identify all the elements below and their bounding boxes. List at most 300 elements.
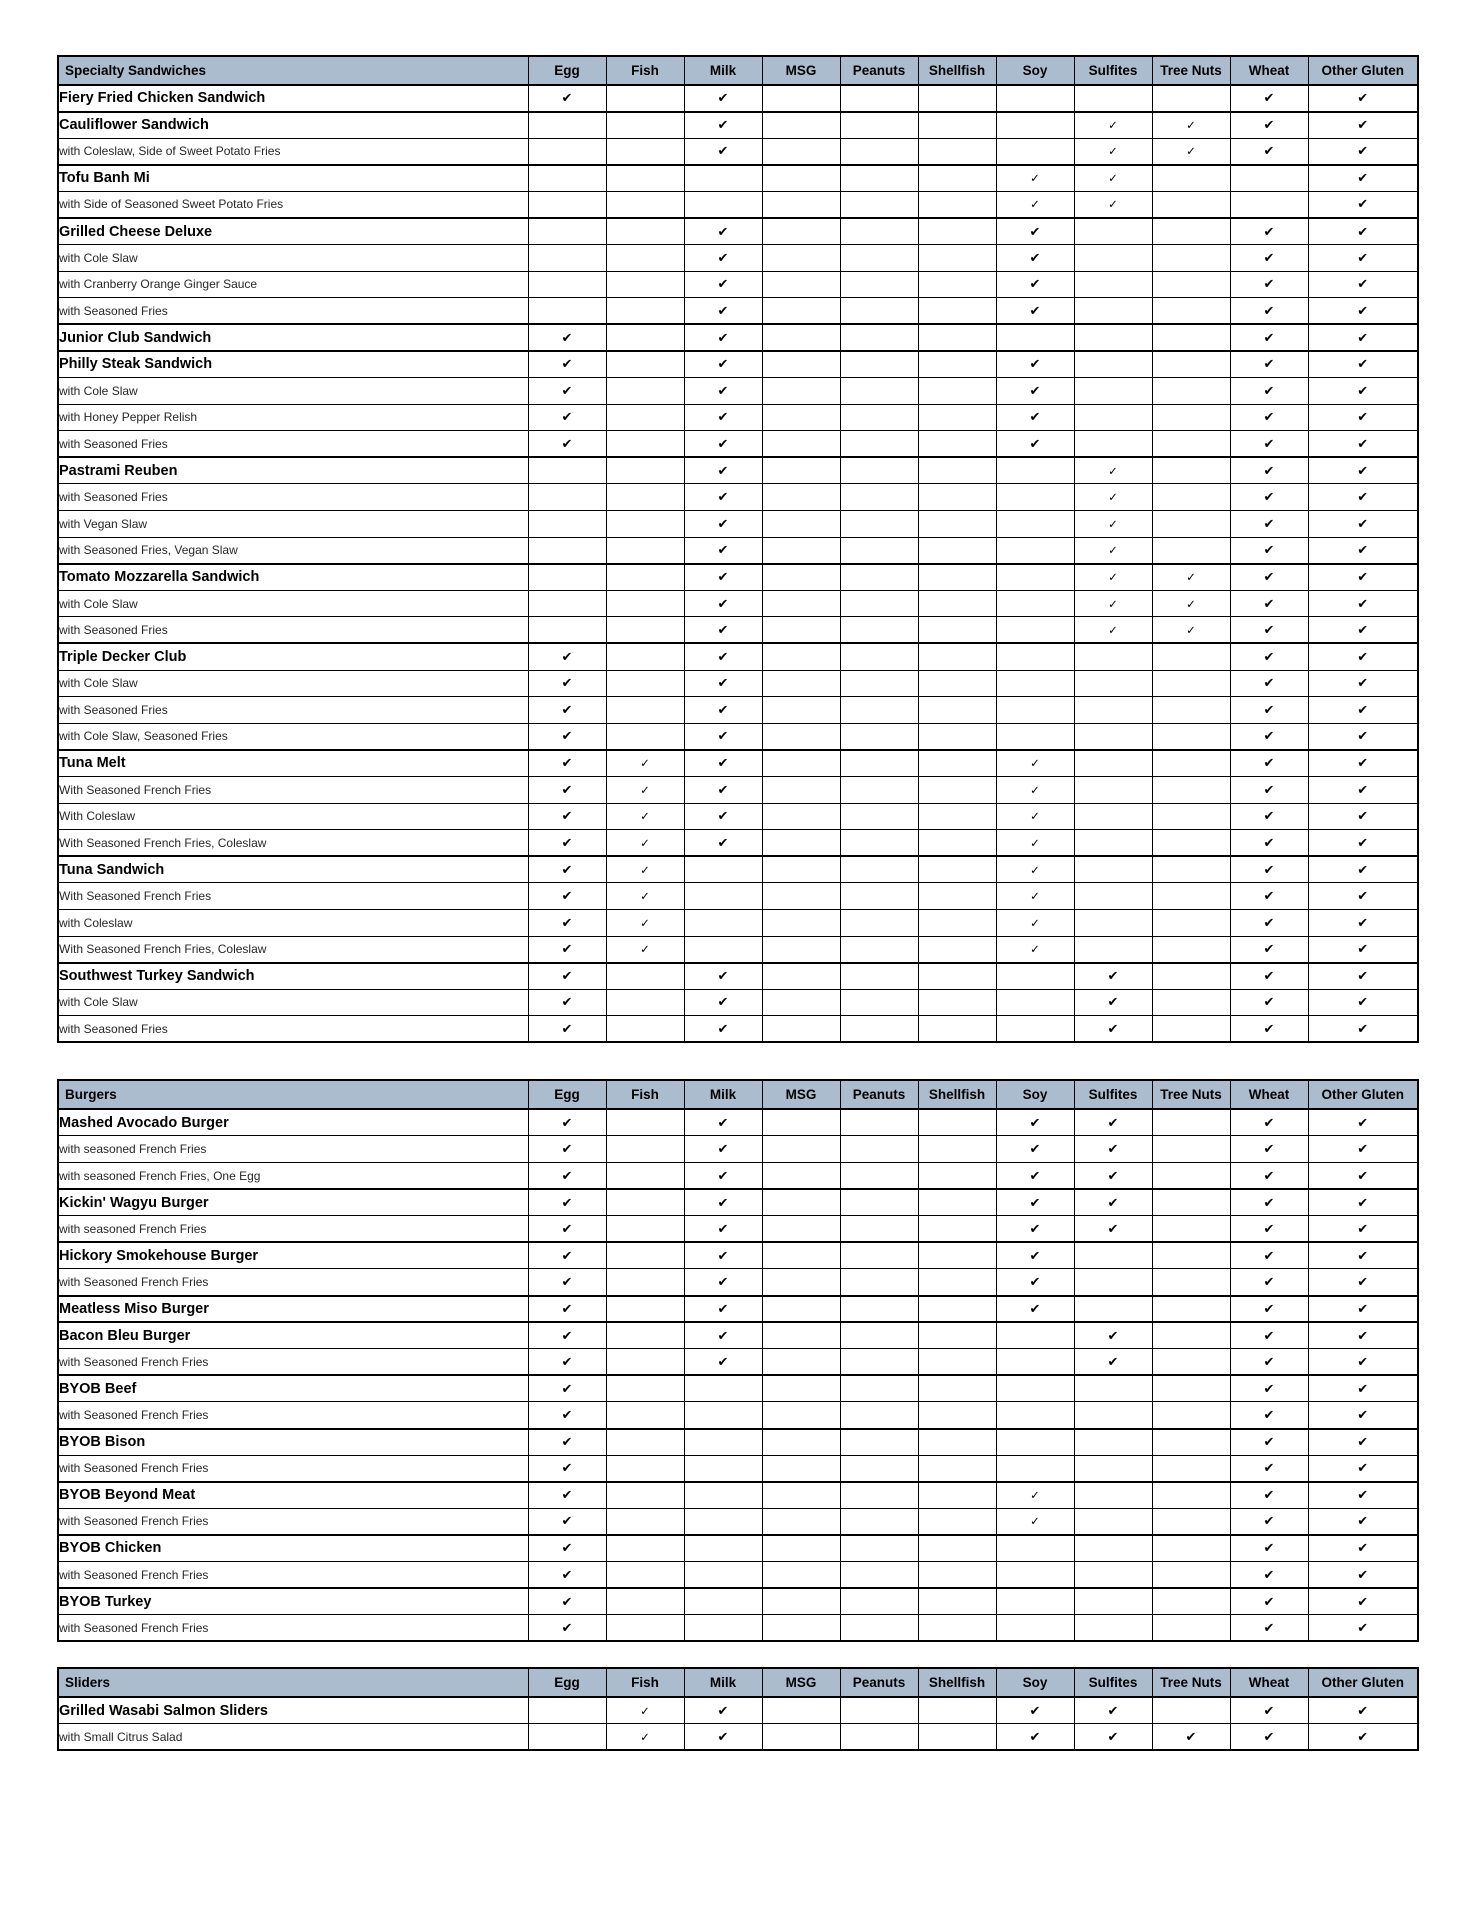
check-icon: ✔	[717, 1167, 729, 1183]
allergen-cell-sulfites	[1074, 909, 1152, 936]
allergen-cell-egg	[528, 1269, 606, 1296]
allergen-cell-tree_nuts	[1152, 590, 1230, 617]
allergen-cell-tree_nuts	[1152, 1109, 1230, 1136]
allergen-cell-milk	[684, 1455, 762, 1482]
allergen-cell-sulfites	[1074, 404, 1152, 431]
allergen-cell-milk	[684, 404, 762, 431]
allergen-cell-wheat	[1230, 1163, 1308, 1190]
allergen-cell-other_gluten	[1308, 989, 1418, 1016]
allergen-cell-wheat	[1230, 457, 1308, 484]
allergen-cell-peanuts	[840, 191, 918, 218]
check-icon: ✔	[1357, 621, 1369, 637]
allergen-cell-egg	[528, 1296, 606, 1323]
allergen-cell-other_gluten	[1308, 564, 1418, 591]
check-icon: ✔	[1357, 834, 1369, 850]
allergen-cell-soy	[996, 457, 1074, 484]
allergen-cell-sulfites	[1074, 1242, 1152, 1269]
allergen-cell-fish	[606, 138, 684, 165]
check-icon: ✔	[561, 1327, 573, 1343]
allergen-cell-msg	[762, 1482, 840, 1509]
allergen-cell-milk	[684, 1615, 762, 1642]
check-icon: ✔	[717, 781, 729, 797]
allergen-cell-shellfish	[918, 989, 996, 1016]
check-icon: ✔	[717, 808, 729, 824]
allergen-cell-sulfites	[1074, 378, 1152, 405]
allergen-cell-shellfish	[918, 298, 996, 325]
check-icon: ✔	[1107, 1353, 1119, 1369]
section-title-burgers: Burgers	[58, 1080, 528, 1109]
check-icon: ✔	[561, 1460, 573, 1476]
check-icon: ✔	[1357, 941, 1369, 957]
allergen-cell-soy	[996, 1508, 1074, 1535]
allergen-cell-msg	[762, 1588, 840, 1615]
allergen-cell-tree_nuts	[1152, 617, 1230, 644]
allergen-cell-tree_nuts	[1152, 1269, 1230, 1296]
check-icon: ✔	[717, 462, 729, 478]
item-name-junior-club-sandwich: Junior Club Sandwich	[58, 324, 528, 351]
variant-name-with-seasoned-french-fries: with Seasoned French Fries	[58, 1561, 528, 1588]
variant-name-with-seasoned-fries: with Seasoned Fries	[58, 617, 528, 644]
allergen-cell-shellfish	[918, 351, 996, 378]
allergen-cell-other_gluten	[1308, 1322, 1418, 1349]
allergen-cell-shellfish	[918, 1561, 996, 1588]
allergen-cell-other_gluten	[1308, 750, 1418, 777]
check-icon: ✔	[1263, 808, 1275, 824]
allergen-cell-wheat	[1230, 537, 1308, 564]
allergen-cell-other_gluten	[1308, 1697, 1418, 1724]
check-icon: ✔	[1029, 1300, 1041, 1316]
allergen-cell-shellfish	[918, 1697, 996, 1724]
allergen-cell-sulfites	[1074, 1216, 1152, 1243]
allergen-cell-other_gluten	[1308, 1482, 1418, 1509]
allergen-cell-other_gluten	[1308, 511, 1418, 538]
allergen-cell-shellfish	[918, 1615, 996, 1642]
variant-name-with-cole-slaw: with Cole Slaw	[58, 245, 528, 272]
variant-name-with-cole-slaw: with Cole Slaw	[58, 378, 528, 405]
allergen-cell-sulfites	[1074, 830, 1152, 857]
check-icon: ✔	[1263, 382, 1275, 398]
allergen-cell-msg	[762, 989, 840, 1016]
allergen-cell-egg	[528, 776, 606, 803]
allergen-cell-wheat	[1230, 1535, 1308, 1562]
check-icon: ✔	[561, 888, 573, 904]
allergen-cell-fish	[606, 909, 684, 936]
check-icon: ✔	[1357, 569, 1369, 585]
check-icon: ✔	[561, 1566, 573, 1582]
check-icon: ✔	[717, 356, 729, 372]
column-header-msg: MSG	[762, 1080, 840, 1109]
allergen-cell-msg	[762, 1455, 840, 1482]
allergen-cell-fish	[606, 1697, 684, 1724]
allergen-cell-wheat	[1230, 191, 1308, 218]
menu-variant-row	[58, 1508, 1418, 1535]
allergen-cell-other_gluten	[1308, 803, 1418, 830]
check-icon: ✔	[1263, 1513, 1275, 1529]
allergen-cell-peanuts	[840, 1588, 918, 1615]
item-name-hickory-smokehouse-burger: Hickory Smokehouse Burger	[58, 1242, 528, 1269]
allergen-cell-milk	[684, 1349, 762, 1376]
item-name-bacon-bleu-burger: Bacon Bleu Burger	[58, 1322, 528, 1349]
check-icon: ✔	[717, 1220, 729, 1236]
allergen-cell-shellfish	[918, 1535, 996, 1562]
allergen-cell-fish	[606, 431, 684, 458]
allergen-cell-soy	[996, 1482, 1074, 1509]
check-icon: ✔	[1263, 1220, 1275, 1236]
allergen-cell-milk	[684, 1296, 762, 1323]
allergen-cell-other_gluten	[1308, 431, 1418, 458]
allergen-cell-shellfish	[918, 1349, 996, 1376]
allergen-cell-tree_nuts	[1152, 1402, 1230, 1429]
allergen-cell-soy	[996, 590, 1074, 617]
allergen-cell-fish	[606, 776, 684, 803]
allergen-cell-milk	[684, 138, 762, 165]
allergen-cell-fish	[606, 1375, 684, 1402]
allergen-cell-tree_nuts	[1152, 404, 1230, 431]
allergen-cell-milk	[684, 1216, 762, 1243]
allergen-cell-fish	[606, 1561, 684, 1588]
allergen-cell-tree_nuts	[1152, 378, 1230, 405]
allergen-cell-wheat	[1230, 298, 1308, 325]
allergen-cell-tree_nuts	[1152, 803, 1230, 830]
check-icon: ✓	[1186, 598, 1196, 611]
menu-item-row	[58, 963, 1418, 990]
check-icon: ✔	[1357, 1728, 1369, 1744]
allergen-cell-egg	[528, 856, 606, 883]
allergen-cell-fish	[606, 856, 684, 883]
variant-name-with-vegan-slaw: with Vegan Slaw	[58, 511, 528, 538]
allergen-cell-fish	[606, 697, 684, 724]
allergen-cell-peanuts	[840, 404, 918, 431]
allergen-cell-soy	[996, 1402, 1074, 1429]
check-icon: ✓	[640, 917, 650, 930]
check-icon: ✔	[1263, 781, 1275, 797]
allergen-cell-fish	[606, 218, 684, 245]
check-icon: ✔	[1107, 1194, 1119, 1210]
allergen-cell-other_gluten	[1308, 723, 1418, 750]
check-icon: ✔	[561, 1380, 573, 1396]
check-icon: ✔	[1029, 1728, 1041, 1744]
allergen-cell-soy	[996, 1561, 1074, 1588]
allergen-cell-tree_nuts	[1152, 776, 1230, 803]
allergen-cell-milk	[684, 909, 762, 936]
check-icon: ✔	[717, 569, 729, 585]
allergen-cell-fish	[606, 324, 684, 351]
check-icon: ✔	[1263, 143, 1275, 159]
allergen-cell-other_gluten	[1308, 1429, 1418, 1456]
check-icon: ✔	[1357, 1702, 1369, 1718]
allergen-cell-fish	[606, 1535, 684, 1562]
allergen-cell-milk	[684, 191, 762, 218]
allergen-cell-other_gluten	[1308, 245, 1418, 272]
allergen-cell-fish	[606, 457, 684, 484]
allergen-cell-sulfites	[1074, 989, 1152, 1016]
check-icon: ✔	[1263, 1273, 1275, 1289]
check-icon: ✔	[1107, 994, 1119, 1010]
check-icon: ✔	[1357, 382, 1369, 398]
allergen-cell-peanuts	[840, 138, 918, 165]
check-icon: ✔	[561, 1194, 573, 1210]
check-icon: ✔	[1357, 1300, 1369, 1316]
check-icon: ✔	[1357, 1020, 1369, 1036]
item-name-grilled-wasabi-salmon-sliders: Grilled Wasabi Salmon Sliders	[58, 1697, 528, 1724]
check-icon: ✔	[1263, 1380, 1275, 1396]
allergen-cell-sulfites	[1074, 245, 1152, 272]
allergen-cell-fish	[606, 271, 684, 298]
allergen-cell-shellfish	[918, 723, 996, 750]
menu-item-row	[58, 1588, 1418, 1615]
check-icon: ✔	[561, 1593, 573, 1609]
allergen-cell-tree_nuts	[1152, 537, 1230, 564]
allergen-cell-egg	[528, 617, 606, 644]
check-icon: ✔	[1263, 888, 1275, 904]
allergen-cell-shellfish	[918, 1269, 996, 1296]
menu-variant-row	[58, 271, 1418, 298]
check-icon: ✔	[717, 276, 729, 292]
check-icon: ✔	[1357, 1593, 1369, 1609]
allergen-cell-other_gluten	[1308, 643, 1418, 670]
menu-variant-row	[58, 484, 1418, 511]
allergen-cell-wheat	[1230, 989, 1308, 1016]
column-header-wheat: Wheat	[1230, 56, 1308, 85]
allergen-cell-sulfites	[1074, 643, 1152, 670]
menu-variant-row	[58, 1269, 1418, 1296]
allergen-cell-wheat	[1230, 431, 1308, 458]
allergen-cell-shellfish	[918, 1136, 996, 1163]
allergen-cell-peanuts	[840, 643, 918, 670]
allergen-cell-wheat	[1230, 883, 1308, 910]
allergen-cell-other_gluten	[1308, 457, 1418, 484]
allergen-cell-shellfish	[918, 909, 996, 936]
allergen-table-specialty-sandwiches	[57, 55, 1419, 1043]
allergen-cell-tree_nuts	[1152, 1296, 1230, 1323]
check-icon: ✓	[1186, 624, 1196, 637]
check-icon: ✔	[1107, 1114, 1119, 1130]
check-icon: ✔	[717, 994, 729, 1010]
check-icon: ✔	[1029, 276, 1041, 292]
column-header-milk: Milk	[684, 1668, 762, 1697]
check-icon: ✔	[1357, 861, 1369, 877]
check-icon: ✔	[1263, 435, 1275, 451]
check-icon: ✔	[1357, 1220, 1369, 1236]
check-icon: ✔	[1357, 1487, 1369, 1503]
allergen-cell-sulfites	[1074, 776, 1152, 803]
allergen-cell-sulfites	[1074, 1016, 1152, 1043]
allergen-cell-fish	[606, 1296, 684, 1323]
allergen-cell-wheat	[1230, 1296, 1308, 1323]
check-icon: ✔	[1263, 1353, 1275, 1369]
check-icon: ✔	[1357, 249, 1369, 265]
check-icon: ✔	[717, 1300, 729, 1316]
check-icon: ✔	[1357, 329, 1369, 345]
allergen-cell-other_gluten	[1308, 856, 1418, 883]
allergen-cell-shellfish	[918, 271, 996, 298]
check-icon: ✔	[561, 1141, 573, 1157]
check-icon: ✔	[1263, 1593, 1275, 1609]
variant-name-with-seasoned-french-fries: with seasoned French Fries	[58, 1216, 528, 1243]
check-icon: ✔	[561, 1434, 573, 1450]
allergen-cell-msg	[762, 830, 840, 857]
column-header-milk: Milk	[684, 1080, 762, 1109]
check-icon: ✔	[1263, 1247, 1275, 1263]
check-icon: ✔	[561, 728, 573, 744]
check-icon: ✔	[561, 1220, 573, 1236]
check-icon: ✔	[1357, 1194, 1369, 1210]
allergen-cell-soy	[996, 1322, 1074, 1349]
check-icon: ✔	[1263, 1487, 1275, 1503]
allergen-cell-msg	[762, 1429, 840, 1456]
allergen-cell-tree_nuts	[1152, 431, 1230, 458]
allergen-cell-peanuts	[840, 936, 918, 963]
allergen-cell-peanuts	[840, 1349, 918, 1376]
check-icon: ✔	[1263, 542, 1275, 558]
allergen-cell-sulfites	[1074, 963, 1152, 990]
allergen-cell-soy	[996, 963, 1074, 990]
allergen-cell-soy	[996, 165, 1074, 192]
column-header-soy: Soy	[996, 1668, 1074, 1697]
allergen-cell-milk	[684, 1429, 762, 1456]
allergen-cell-tree_nuts	[1152, 218, 1230, 245]
allergen-cell-soy	[996, 1269, 1074, 1296]
check-icon: ✔	[1357, 489, 1369, 505]
variant-name-with-cole-slaw: with Cole Slaw	[58, 590, 528, 617]
allergen-cell-sulfites	[1074, 298, 1152, 325]
allergen-cell-egg	[528, 1216, 606, 1243]
menu-variant-row	[58, 1216, 1418, 1243]
allergen-cell-fish	[606, 1016, 684, 1043]
check-icon: ✔	[717, 675, 729, 691]
allergen-cell-sulfites	[1074, 1296, 1152, 1323]
menu-item-row	[58, 351, 1418, 378]
allergen-cell-msg	[762, 484, 840, 511]
menu-variant-row	[58, 1455, 1418, 1482]
allergen-cell-sulfites	[1074, 85, 1152, 112]
variant-name-with-coleslaw: With Coleslaw	[58, 803, 528, 830]
allergen-cell-milk	[684, 1242, 762, 1269]
allergen-cell-fish	[606, 1136, 684, 1163]
allergen-cell-other_gluten	[1308, 1216, 1418, 1243]
menu-variant-row	[58, 590, 1418, 617]
column-header-tree-nuts: Tree Nuts	[1152, 56, 1230, 85]
menu-item-row	[58, 1189, 1418, 1216]
allergen-cell-tree_nuts	[1152, 1535, 1230, 1562]
check-icon: ✔	[1263, 90, 1275, 106]
check-icon: ✔	[1263, 1327, 1275, 1343]
allergen-cell-milk	[684, 936, 762, 963]
allergen-cell-fish	[606, 1322, 684, 1349]
allergen-cell-shellfish	[918, 883, 996, 910]
allergen-cell-wheat	[1230, 271, 1308, 298]
allergen-cell-shellfish	[918, 511, 996, 538]
allergen-cell-msg	[762, 776, 840, 803]
check-icon: ✔	[561, 675, 573, 691]
allergen-cell-sulfites	[1074, 457, 1152, 484]
allergen-cell-soy	[996, 324, 1074, 351]
check-icon: ✔	[1357, 994, 1369, 1010]
allergen-cell-shellfish	[918, 1455, 996, 1482]
menu-variant-row	[58, 1136, 1418, 1163]
allergen-cell-shellfish	[918, 1402, 996, 1429]
allergen-cell-milk	[684, 803, 762, 830]
menu-variant-row	[58, 404, 1418, 431]
menu-variant-row	[58, 511, 1418, 538]
check-icon: ✓	[640, 1731, 650, 1744]
allergen-cell-soy	[996, 1455, 1074, 1482]
check-icon: ✔	[1029, 223, 1041, 239]
allergen-cell-soy	[996, 245, 1074, 272]
allergen-cell-soy	[996, 697, 1074, 724]
menu-item-row	[58, 564, 1418, 591]
allergen-cell-soy	[996, 1588, 1074, 1615]
allergen-cell-milk	[684, 112, 762, 139]
item-name-byob-chicken: BYOB Chicken	[58, 1535, 528, 1562]
allergen-cell-milk	[684, 298, 762, 325]
allergen-cell-msg	[762, 1242, 840, 1269]
allergen-cell-soy	[996, 112, 1074, 139]
allergen-cell-sulfites	[1074, 856, 1152, 883]
allergen-cell-wheat	[1230, 1136, 1308, 1163]
allergen-cell-soy	[996, 909, 1074, 936]
check-icon: ✔	[1357, 675, 1369, 691]
variant-name-with-coleslaw-side-of-sweet-potato-fries: with Coleslaw, Side of Sweet Potato Fries	[58, 138, 528, 165]
allergen-cell-peanuts	[840, 271, 918, 298]
allergen-cell-peanuts	[840, 165, 918, 192]
check-icon: ✔	[561, 1247, 573, 1263]
allergen-cell-egg	[528, 138, 606, 165]
check-icon: ✓	[1186, 572, 1196, 585]
allergen-cell-fish	[606, 1216, 684, 1243]
allergen-cell-peanuts	[840, 1375, 918, 1402]
check-icon: ✔	[717, 1702, 729, 1718]
allergen-cell-peanuts	[840, 856, 918, 883]
allergen-cell-msg	[762, 697, 840, 724]
allergen-cell-wheat	[1230, 776, 1308, 803]
allergen-cell-sulfites	[1074, 1109, 1152, 1136]
item-name-triple-decker-club: Triple Decker Club	[58, 643, 528, 670]
allergen-cell-sulfites	[1074, 564, 1152, 591]
check-icon: ✔	[1357, 1247, 1369, 1263]
check-icon: ✓	[640, 891, 650, 904]
allergen-cell-tree_nuts	[1152, 112, 1230, 139]
check-icon: ✔	[1263, 861, 1275, 877]
menu-variant-row	[58, 936, 1418, 963]
allergen-cell-sulfites	[1074, 1508, 1152, 1535]
allergen-cell-wheat	[1230, 1349, 1308, 1376]
allergen-cell-sulfites	[1074, 1402, 1152, 1429]
allergen-cell-sulfites	[1074, 484, 1152, 511]
allergen-cell-tree_nuts	[1152, 484, 1230, 511]
allergen-cell-soy	[996, 511, 1074, 538]
column-header-fish: Fish	[606, 1668, 684, 1697]
allergen-cell-peanuts	[840, 776, 918, 803]
check-icon: ✓	[1108, 545, 1118, 558]
allergen-cell-other_gluten	[1308, 537, 1418, 564]
allergen-cell-wheat	[1230, 404, 1308, 431]
menu-item-row	[58, 1429, 1418, 1456]
allergen-cell-shellfish	[918, 1322, 996, 1349]
check-icon: ✔	[1357, 1273, 1369, 1289]
allergen-cell-fish	[606, 1349, 684, 1376]
allergen-cell-milk	[684, 1136, 762, 1163]
allergen-cell-egg	[528, 271, 606, 298]
check-icon: ✔	[561, 90, 573, 106]
check-icon: ✓	[1108, 598, 1118, 611]
menu-variant-row	[58, 378, 1418, 405]
allergen-cell-other_gluten	[1308, 1109, 1418, 1136]
allergen-cell-msg	[762, 909, 840, 936]
allergen-cell-other_gluten	[1308, 1508, 1418, 1535]
allergen-cell-shellfish	[918, 138, 996, 165]
allergen-cell-egg	[528, 324, 606, 351]
